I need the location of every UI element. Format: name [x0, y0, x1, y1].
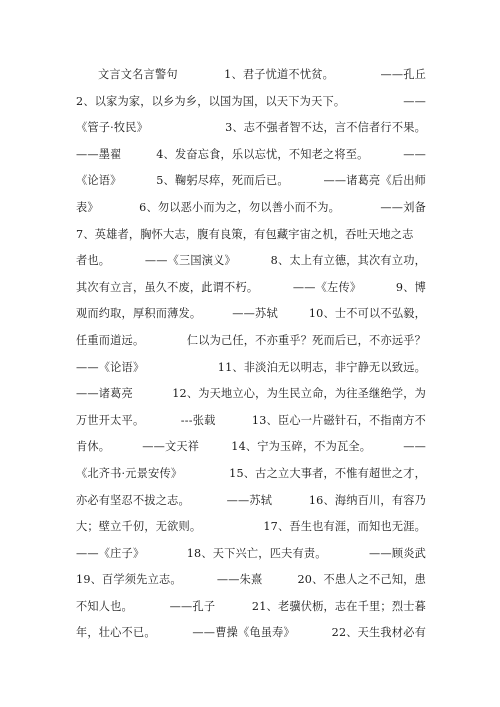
text-segment: 6、勿以恶小而为之，勿以善小而不为。	[139, 200, 341, 214]
text-segment: ——孔子	[169, 599, 216, 613]
text-segment: 不知人也。	[76, 599, 133, 613]
text-segment: 大；壁立千仞，无欲则。	[76, 520, 202, 534]
text-segment: 表》	[76, 200, 99, 214]
text-segment: ——孔丘	[380, 68, 426, 81]
text-line	[76, 620, 426, 647]
text-segment: ——墨翟	[76, 147, 122, 161]
text-line	[76, 408, 426, 435]
text-segment: 18、天下兴亡，匹夫有责。	[186, 546, 327, 560]
text-segment: 肯休。	[76, 440, 111, 454]
text-segment: ——	[403, 440, 426, 454]
text-segment: ——诸葛亮	[76, 387, 133, 401]
text-segment: 万世开太平。	[76, 413, 145, 427]
text-segment: ——苏轼	[226, 493, 273, 507]
text-segment: ——《三国演义》	[144, 254, 236, 268]
text-segment: 20、不患人之不己知，患	[297, 573, 426, 587]
text-segment: ——刘备	[380, 200, 426, 214]
text-line	[76, 62, 426, 89]
text-segment: ——朱熹	[216, 573, 263, 587]
text-line	[76, 275, 426, 302]
text-segment: 17、吾生也有涯，而知也无涯。	[263, 520, 426, 534]
text-segment: ——	[403, 94, 426, 108]
text-line	[76, 381, 426, 408]
text-segment: 仁以为己任，不亦重乎？死而后已，不亦远乎？	[186, 333, 426, 347]
text-line	[76, 168, 426, 195]
text-segment: ——苏轼	[232, 307, 278, 321]
text-segment: 2、以家为家，以乡为乡，以国为国，以天下为天下。	[76, 94, 346, 108]
text-segment: 《北齐书·元景安传》	[76, 466, 183, 480]
text-line	[76, 301, 426, 328]
text-segment: 《论语》	[76, 174, 122, 188]
text-line	[76, 195, 426, 222]
text-segment: 任重而道远。	[76, 333, 145, 347]
text-line	[76, 222, 426, 249]
text-segment: 11、非淡泊无以明志，非宁静无以致远。	[217, 360, 426, 374]
text-segment: ——	[403, 147, 426, 161]
text-line	[76, 434, 426, 461]
text-segment: ——曹操《龟虽寿》	[192, 626, 295, 640]
text-line	[76, 461, 426, 488]
text-segment: 15、古之立大事者，不惟有超世之才，	[229, 466, 426, 480]
text-line	[76, 488, 426, 515]
text-segment: 13、臣心一片磁针石，不指南方不	[251, 413, 426, 427]
text-segment: 7、英雄者，胸怀大志，腹有良策，有包藏宇宙之机，吞吐天地之志	[76, 227, 414, 241]
text-line	[76, 89, 426, 116]
text-segment: 12、为天地立心，为生民立命，为往圣继绝学，为	[172, 387, 426, 401]
text-segment: 5、鞠躬尽瘁，死而后已。	[156, 174, 289, 188]
text-segment: 《管子·牧民》	[76, 121, 149, 135]
text-segment: 10、士不可以不弘毅，	[308, 307, 426, 321]
text-line	[76, 514, 426, 541]
text-segment: 1、君子忧道不忧贫。	[224, 68, 334, 81]
text-segment: 3、志不强者智不达，言不信者行不果。	[225, 121, 426, 135]
text-segment: ---张载	[180, 413, 216, 427]
text-segment: ——《论语》	[76, 360, 145, 374]
text-line	[76, 115, 426, 142]
text-segment: ——文天祥	[142, 440, 200, 454]
text-segment: 9、博	[395, 280, 426, 294]
text-segment: ——顾炎武	[369, 546, 426, 560]
text-segment: 8、太上有立德，其次有立功，	[270, 254, 426, 268]
text-segment: 4、发奋忘食，乐以忘忧，不知老之将至。	[156, 147, 369, 161]
text-line	[76, 142, 426, 169]
text-segment: 22、天生我材必有	[331, 626, 426, 640]
text-line	[76, 328, 426, 355]
text-segment: 16、海纳百川，有容乃	[308, 493, 426, 507]
text-segment: 文言文名言警句	[98, 68, 178, 81]
quotes-text-block	[76, 62, 426, 647]
text-segment: 观而约取，厚积而薄发。	[76, 307, 202, 321]
text-line	[76, 248, 426, 275]
text-segment: ——《左传》	[292, 280, 362, 294]
text-segment: 21、老骥伏枥，志在千里；烈士暮	[251, 599, 426, 613]
text-line	[76, 594, 426, 621]
text-segment: ——《庄子》	[76, 546, 145, 560]
text-segment: 亦必有坚忍不拔之志。	[76, 493, 190, 507]
text-segment: 其次有立言，虽久不废，此谓不朽。	[76, 280, 259, 294]
text-segment: ——诸葛亮《后出师	[323, 174, 426, 188]
text-line	[76, 355, 426, 382]
text-segment: 年，壮心不已。	[76, 626, 156, 640]
text-segment: 14、宁为玉碎，不为瓦全。	[231, 440, 372, 454]
text-line	[76, 567, 426, 594]
text-segment: 19、百学须先立志。	[76, 573, 182, 587]
text-segment: 者也。	[76, 254, 111, 268]
text-line	[76, 541, 426, 568]
